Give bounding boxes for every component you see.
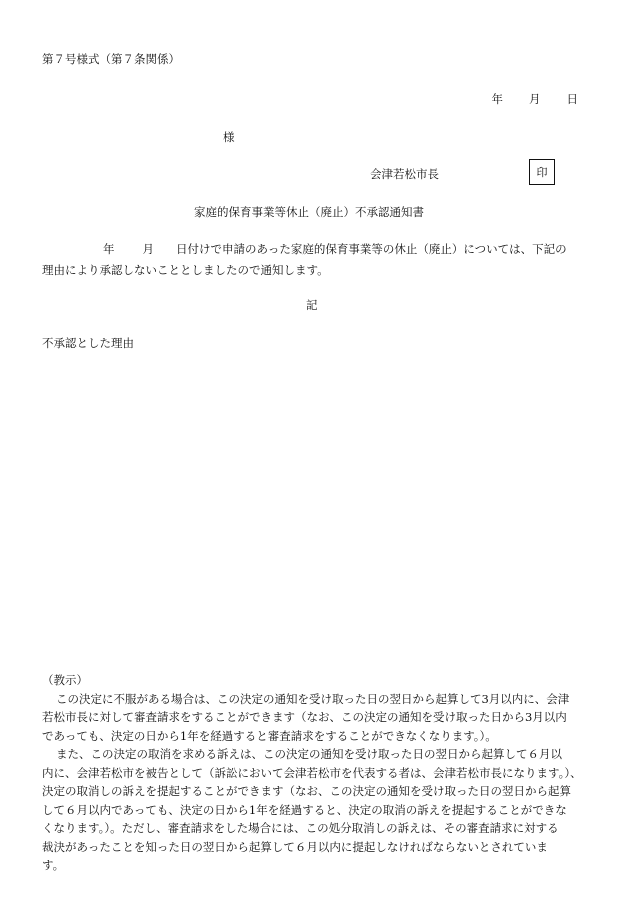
date-month-label: 月 xyxy=(529,92,541,106)
issuer-name: 会津若松市長 xyxy=(370,167,439,181)
seal-box xyxy=(529,159,555,185)
body-year-label: 年 xyxy=(103,242,115,256)
notice-line: であっても、決定の日から1年を経過すると審査請求をすることができなくなります。）。 xyxy=(42,728,497,743)
body-line-1 xyxy=(42,239,588,260)
body-line-1-text: 日付けで申請のあった家庭的保育事業等の休止（廃止）については、下記の xyxy=(176,242,567,256)
notice-section xyxy=(42,671,590,875)
body-month-label: 月 xyxy=(142,242,154,256)
date-year-label: 年 xyxy=(491,92,503,106)
form-number: 第７号様式（第７条関係） xyxy=(42,52,180,66)
notice-line: 決定の取消しの訴えを提起することができます（なお、この決定の通知を受け取った日の翌日から起算 xyxy=(42,784,571,798)
body-paragraph xyxy=(42,239,588,281)
notice-line: また、この決定の取消を求める訴えは、この決定の通知を受け取った日の翌日から起算して６月以 xyxy=(56,747,562,761)
notice-heading: （教示） xyxy=(42,673,88,687)
notice-line: この決定に不服がある場合は、この決定の通知を受け取った日の翌日から起算して3月以内に、会津 xyxy=(56,691,570,706)
reason-label: 不承認とした理由 xyxy=(42,336,134,350)
notice-line: 裁決があったことを知った日の翌日から起算して６月以内に提起しなければならないとされていま xyxy=(42,839,548,854)
seal-label: 印 xyxy=(536,166,548,179)
notice-line: 若松市長に対して審査請求をすることができます（なお、この決定の通知を受け取った日から3月以内 xyxy=(42,710,567,724)
addressee-suffix: 様 xyxy=(223,130,235,144)
date-day-label: 日 xyxy=(566,92,578,106)
notice-line: 内に、会津若松市を被告として（訴訟において会津若松市を代表する者は、会津若松市長になります。）、 xyxy=(42,765,582,780)
notice-line: くなります。）。ただし、審査請求をした場合には、この処分取消しの訴えは、その審査請求に対する xyxy=(42,821,559,835)
notice-line: す。 xyxy=(42,858,65,872)
notice-line: して６月以内であっても、決定の日から1年を経過すると、決定の取消の訴えを提起することができな xyxy=(42,802,567,817)
body-line-2: 理由により承認しないこととしましたので通知します。 xyxy=(42,263,329,277)
date-line xyxy=(492,91,579,107)
document-title: 家庭的保育事業等休止（廃止）不承認通知書 xyxy=(194,205,424,219)
ki-heading: 記 xyxy=(306,298,318,312)
